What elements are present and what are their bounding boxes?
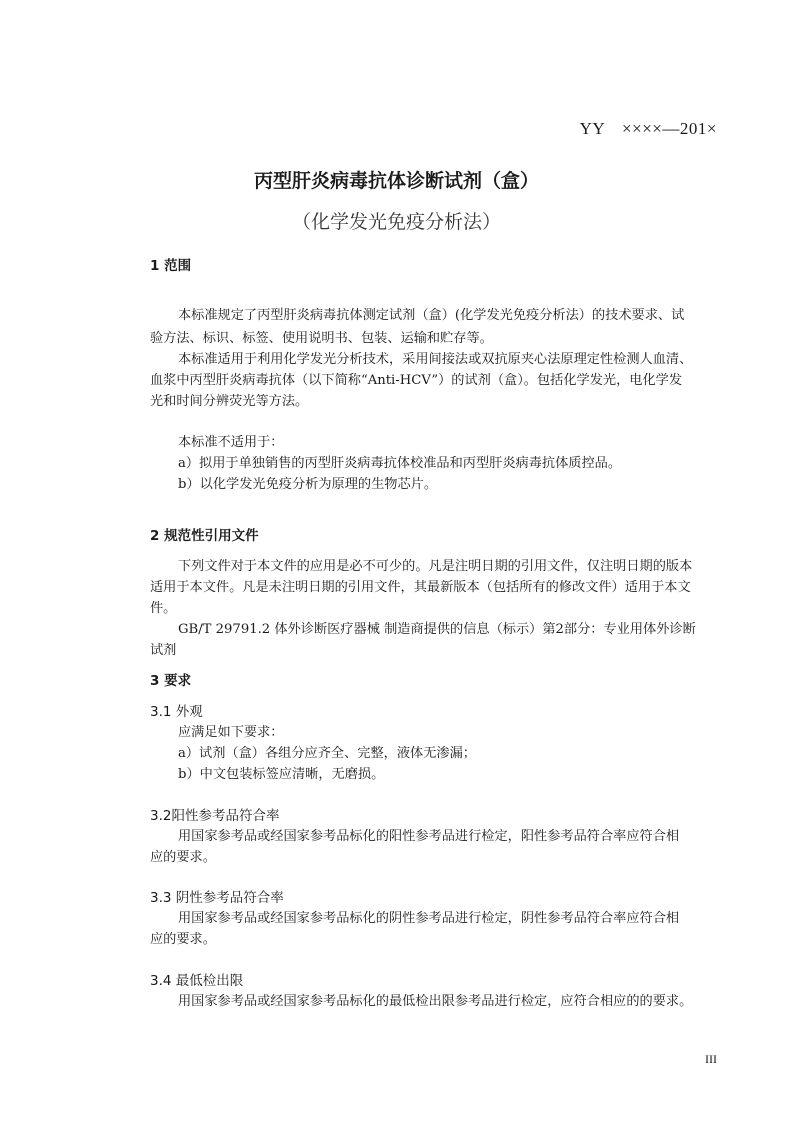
document-subtitle: （化学发光免疫分析法）: [291, 211, 501, 233]
s2-paragraph-line: 件。: [150, 601, 177, 616]
section-2-heading: 2 规范性引用文件: [150, 528, 259, 544]
s1-paragraph-line: 本标准规定了丙型肝炎病毒抗体测定试剂（盒）(化学发光免疫分析法）的技术要求、试: [178, 308, 685, 323]
s2-paragraph-line: 适用于本文件。凡是未注明日期的引用文件，其最新版本（包括所有的修改文件）适用于本文: [150, 580, 691, 595]
list-item: a）拟用于单独销售的丙型肝炎病毒抗体校准品和丙型肝炎病毒抗体质控品。: [178, 456, 622, 471]
s1-paragraph-line: 本标准不适用于：: [178, 435, 284, 450]
document-title: 丙型肝炎病毒抗体诊断试剂（盒）: [253, 170, 539, 192]
page-number: III: [705, 1052, 717, 1066]
s1-paragraph-line: 血浆中丙型肝炎病毒抗体（以下简称“Anti-HCV”）的试剂（盒）。包括化学发光，电化学发: [150, 373, 683, 388]
s2-paragraph-line: 试剂: [150, 643, 177, 658]
s2-paragraph-line: 下列文件对于本文件的应用是必不可少的。凡是注明日期的引用文件，仅注明日期的版本: [178, 559, 693, 574]
standard-code: YY ××××—201×: [579, 119, 717, 138]
s33-paragraph-line: 应的要求。: [150, 932, 216, 947]
s2-paragraph-line: GB/T 29791.2 体外诊断医疗器械 制造商提供的信息（标示）第2部分：专业用体外诊断: [178, 622, 696, 637]
section-3-4-heading: 3.4 最低检出限: [150, 973, 244, 989]
list-item: b）中文包装标签应清晰，无磨损。: [178, 767, 385, 782]
section-3-3-heading: 3.3 阴性参考品符合率: [150, 890, 284, 906]
list-item: a）试剂（盒）各组分应齐全、完整，液体无渗漏；: [178, 746, 476, 761]
section-3-1-heading: 3.1 外观: [150, 704, 203, 720]
s32-paragraph-line: 用国家参考品或经国家参考品标化的阳性参考品进行检定，阳性参考品符合率应符合相: [178, 829, 680, 844]
section-3-2-heading: 3.2阳性参考品符合率: [150, 808, 280, 824]
s34-paragraph-line: 用国家参考品或经国家参考品标化的最低检出限参考品进行检定，应符合相应的的要求。: [178, 994, 693, 1009]
s31-paragraph-line: 应满足如下要求：: [178, 725, 284, 740]
s32-paragraph-line: 应的要求。: [150, 850, 216, 865]
section-1-heading: 1 范围: [150, 258, 192, 274]
list-item: b）以化学发光免疫分析为原理的生物芯片。: [178, 477, 438, 492]
s33-paragraph-line: 用国家参考品或经国家参考品标化的阴性参考品进行检定，阴性参考品符合率应符合相: [178, 911, 680, 926]
section-3-heading: 3 要求: [150, 673, 192, 689]
s1-paragraph-line: 验方法、标识、标签、使用说明书、包装、运输和贮存等。: [150, 331, 493, 346]
s1-paragraph-line: 光和时间分辨荧光等方法。: [150, 394, 309, 409]
s1-paragraph-line: 本标准适用于利用化学发光分析技术，采用间接法或双抗原夹心法原理定性检测人血清、: [178, 352, 693, 367]
